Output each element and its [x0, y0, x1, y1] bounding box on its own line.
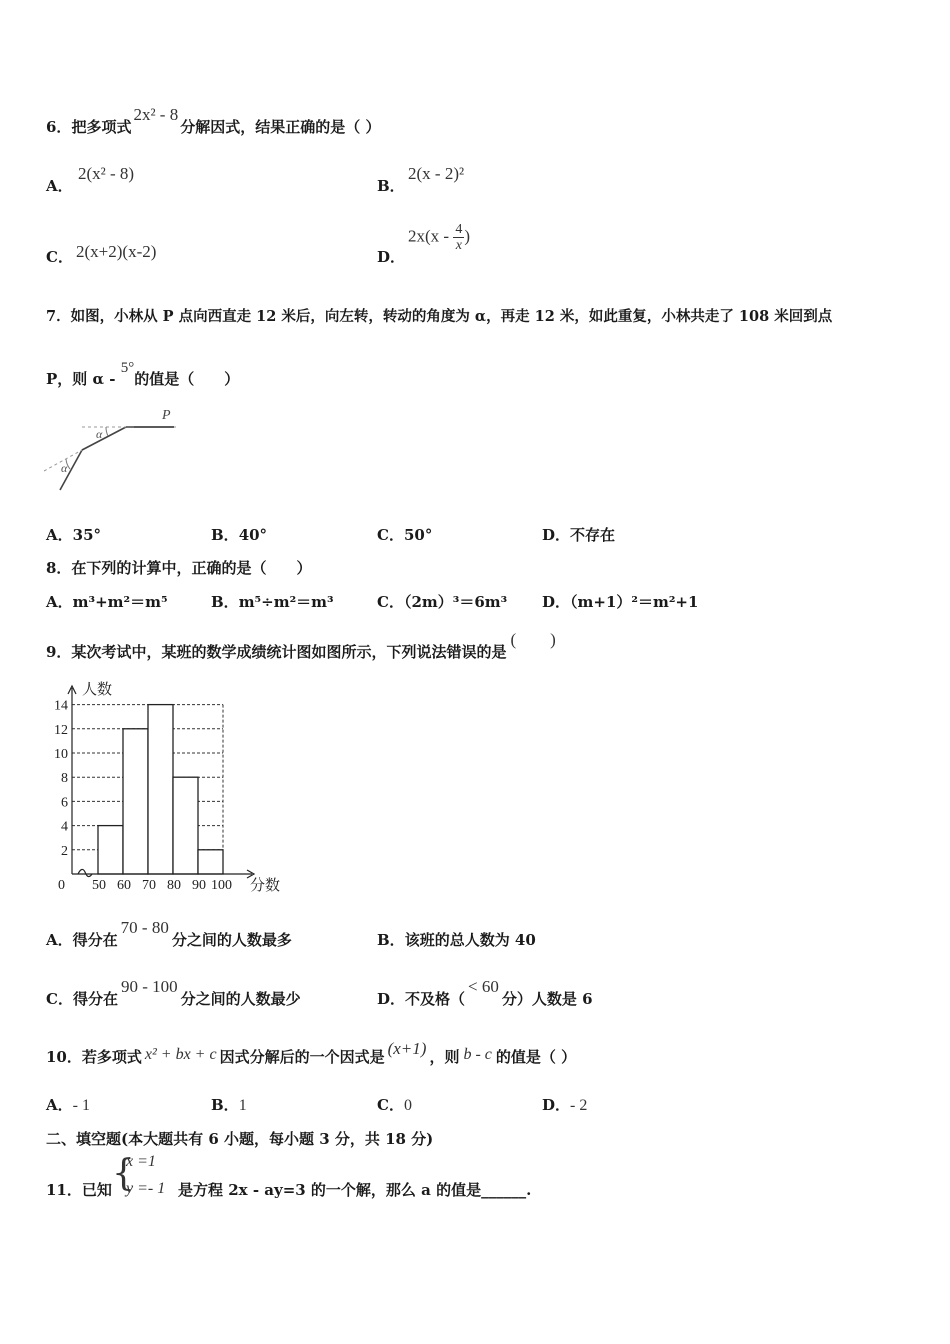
q10-option-c [377, 1094, 412, 1115]
q8-option-a [46, 591, 168, 612]
q7-option-d [542, 524, 615, 545]
option-text-pre: 不及格（ [405, 990, 466, 1008]
section-2-heading: 二、填空题(本大题共有 6 小题，每小题 3 分，共 18 分) [46, 1130, 434, 1148]
option-text: 该班的总人数为 40 [404, 931, 536, 949]
q8-option-b [211, 591, 334, 612]
option-text-post: 分之间的人数最少 [180, 990, 301, 1008]
q6-option-a-math: 2(x² - 8) [78, 164, 135, 183]
y-tick-label-4: 4 [61, 819, 68, 835]
option-label: A． [46, 1096, 73, 1114]
option-label: B． [211, 526, 239, 544]
y-tick-label-14: 14 [54, 698, 68, 714]
option-label: C． [377, 1096, 404, 1114]
bar-50-60 [98, 826, 123, 874]
option-label: C． [377, 593, 404, 611]
bar-90-100 [198, 850, 223, 874]
option-text: 40° [238, 526, 268, 544]
q6-d-post: ) [464, 226, 470, 246]
q10-mid: 因式分解后的一个因式是 [219, 1048, 385, 1066]
q6-post: 分解因式，结果正确的是（ ） [180, 118, 381, 136]
option-label: C． [46, 248, 73, 266]
q9-option-a [46, 918, 292, 950]
q6-d-numerator: 4 [455, 222, 463, 237]
option-label: D． [377, 990, 406, 1008]
fig-label-alpha-1: α [96, 427, 103, 441]
q10-option-a [46, 1094, 90, 1115]
x-tick-label-70: 70 [142, 878, 156, 893]
option-label: B． [377, 931, 405, 949]
q7-option-b [211, 524, 267, 545]
q7-stem-line2 [46, 360, 240, 389]
q11-number: 11．已知 [46, 1181, 112, 1199]
axis-break-mark [78, 869, 92, 876]
x-tick-label-100: 100 [211, 878, 232, 893]
fig-angle-arc-1 [106, 427, 108, 436]
q6-pre: 把多项式 [71, 118, 132, 136]
option-label: C． [46, 990, 73, 1008]
q6-option-d-math [408, 222, 470, 253]
option-math: 90 - 100 [120, 977, 178, 996]
option-text-pre: 得分在 [72, 990, 118, 1008]
q11-brace: { [112, 1153, 135, 1194]
y-tick-label-8: 8 [61, 771, 68, 787]
y-tick-label-12: 12 [54, 722, 68, 738]
q6-option-c [46, 246, 73, 267]
score-histogram [40, 676, 290, 896]
q6-option-a [46, 175, 73, 196]
q10-post-pre: ，则 [429, 1048, 460, 1066]
x-tick-label-50: 50 [92, 878, 106, 893]
option-label: D． [542, 1096, 571, 1114]
option-text-pre: 得分在 [72, 931, 118, 949]
q9-stem [46, 630, 556, 662]
option-text: 0 [403, 1097, 412, 1114]
x-tick-label-0: 0 [58, 878, 65, 893]
option-label: A． [46, 931, 73, 949]
option-math: < 60 [468, 977, 499, 996]
option-label: A． [46, 526, 73, 544]
chart-bars [98, 705, 223, 874]
q11-eq1: x =1 [126, 1153, 156, 1170]
q10-stem [46, 1039, 577, 1067]
q10-post: 的值是（ ） [495, 1048, 577, 1066]
q6-option-b-math: 2(x - 2)² [408, 164, 465, 183]
q11-eq2: y =- 1 [126, 1180, 166, 1197]
q7-path-figure [44, 405, 184, 495]
option-text: m⁵÷m²＝m³ [238, 593, 334, 611]
q8-stem: 8．在下列的计算中，正确的是（ ） [46, 559, 312, 577]
y-tick-label-2: 2 [61, 843, 68, 859]
q6-expr: 2x² - 8 [133, 105, 179, 124]
option-label: A． [46, 593, 73, 611]
y-tick-label-6: 6 [61, 795, 68, 811]
option-label: C． [377, 526, 404, 544]
q6-d-pre: 2x(x - [408, 226, 454, 246]
y-axis-title: 人数 [82, 680, 113, 698]
fig-label-p: P [162, 408, 171, 423]
q7-option-c [377, 524, 432, 545]
q8-option-d [542, 591, 698, 612]
q10-bc: b - c [463, 1046, 492, 1063]
q10-number: 10．若多项式 [46, 1048, 142, 1066]
option-label: B． [211, 1096, 239, 1114]
x-tick-label-90: 90 [192, 878, 206, 893]
q9-option-c [46, 977, 301, 1009]
q10-factor: (x+1) [387, 1039, 427, 1058]
q9-option-d [377, 977, 593, 1009]
q9-stem-text: 9．某次考试中，某班的数学成绩统计图如图所示，下列说法错误的是 [46, 643, 507, 661]
q8-option-c [377, 591, 507, 612]
q6-number: 6． [46, 118, 72, 136]
option-text: - 2 [570, 1097, 588, 1114]
option-label: D． [542, 593, 571, 611]
option-label: B． [377, 177, 405, 195]
option-math: 70 - 80 [120, 918, 169, 937]
x-axis-title: 分数 [250, 876, 281, 894]
x-tick-label-80: 80 [167, 878, 181, 893]
option-text-post: 分之间的人数最多 [171, 931, 292, 949]
option-text: m³+m²＝m⁵ [72, 593, 168, 611]
option-text: 不存在 [570, 526, 616, 544]
q9-paren: ( ) [510, 630, 556, 649]
option-text: 35° [72, 526, 102, 544]
q7-stem-line1: 7．如图，小林从 P 点向西直走 12 米后，向左转，转动的角度为 α，再走 12 米，如此重复，小林共走了 108 米回到点 [46, 308, 833, 325]
q7-option-a [46, 524, 101, 545]
q7-line2-post: 的值是（ ） [134, 370, 240, 388]
option-text: （m+1）²＝m²+1 [570, 593, 699, 611]
option-label: D． [542, 526, 571, 544]
fig-label-alpha-2: α [61, 461, 68, 475]
q6-d-denominator: x [455, 238, 462, 253]
bar-60-70 [123, 729, 148, 874]
q6-stem [46, 105, 381, 137]
q10-expr: x² + bx + c [144, 1046, 217, 1063]
q7-line2-exp: 5° [120, 360, 135, 376]
q11-post: 是方程 2x - ay=3 的一个解，那么 a 的值是______. [178, 1181, 532, 1199]
q6-option-c-math: 2(x+2)(x-2) [76, 242, 157, 261]
q9-option-b [377, 929, 536, 950]
option-text-post: 分）人数是 6 [501, 990, 593, 1008]
q6-option-d [377, 246, 405, 267]
option-text: 50° [403, 526, 433, 544]
q7-line2-pre: P，则 α - [46, 370, 121, 388]
option-label: D． [377, 248, 406, 266]
option-text: 1 [238, 1097, 247, 1114]
bar-70-80 [148, 705, 173, 874]
q6-option-b [377, 175, 405, 196]
x-tick-label-60: 60 [117, 878, 131, 893]
fig-segment-2 [82, 427, 126, 450]
y-tick-label-10: 10 [54, 747, 68, 762]
bar-80-90 [173, 777, 198, 874]
q10-option-b [211, 1094, 247, 1115]
q10-option-d [542, 1094, 587, 1115]
option-label: A． [46, 177, 73, 195]
option-text: - 1 [72, 1097, 90, 1114]
option-text: （2m）³＝6m³ [403, 593, 508, 611]
option-label: B． [211, 593, 239, 611]
q6-d-fraction [453, 222, 464, 253]
